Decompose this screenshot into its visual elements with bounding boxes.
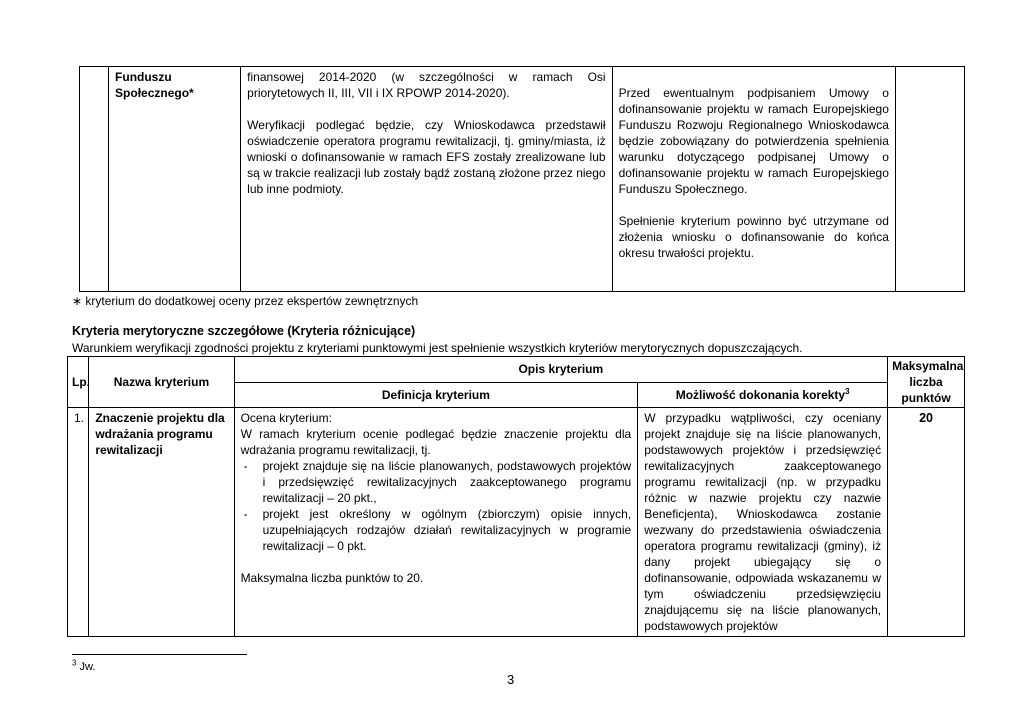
correction-paragraph: Spełnienie kryterium powinno być utrzymane od złożenia wniosku o dofinansowanie do końca okresu trwałości projektu. bbox=[618, 214, 889, 260]
header-korekta-label: Możliwość dokonania korekty bbox=[675, 387, 846, 402]
criterion-definition-cell bbox=[234, 408, 638, 637]
header-name: Nazwa kryterium bbox=[89, 357, 234, 408]
correction-paragraph: Przed ewentualnym podpisaniem Umowy o dofinansowanie projektu w ramach Europejskiego Funduszu Rozwoju Regionalnego Wnioskodawca będzie zobowiązany do potwierdzenia spełnienia warunku dotyczącego podpisanej Umowy o dofinansowanie projektu w ramach Europejskiego Funduszu Społecznego. bbox=[618, 86, 889, 196]
table-row bbox=[68, 408, 965, 637]
previous-criteria-table bbox=[79, 66, 965, 292]
definition-intro: Ocena kryterium: bbox=[240, 411, 332, 425]
criterion-name-cell: Znaczenie projektu dla wdrażania programu rewitalizacji bbox=[89, 408, 234, 637]
footnote-number: 3 bbox=[72, 658, 77, 668]
criterion-definition-cell bbox=[241, 67, 612, 292]
header-lp: Lp. bbox=[68, 357, 89, 408]
header-korekta bbox=[638, 382, 888, 408]
header-definicja: Definicja kryterium bbox=[234, 382, 638, 408]
definition-intro: W ramach kryterium ocenie podlegać będzie znaczenie projektu dla wdrażania programu rewitalizacji, tj. bbox=[240, 427, 632, 457]
lp-cell: 1. bbox=[68, 408, 89, 637]
header-row bbox=[68, 357, 965, 383]
correction-cell bbox=[612, 67, 895, 292]
footnote-separator bbox=[72, 654, 247, 655]
list-item: - projekt jest określony w ogólnym (zbiorczym) opisie innych, uzupełniających rodzajów działań rewitalizacyjnych w programie rewitalizacji – 0 pkt. bbox=[241, 506, 632, 554]
lp-cell bbox=[80, 67, 109, 292]
points-cell: 20 bbox=[888, 408, 965, 637]
header-opis: Opis kryterium bbox=[234, 357, 888, 383]
footnote bbox=[72, 658, 96, 673]
definition-paragraph: finansowej 2014-2020 (w szczególności w ramach Osi priorytetowych II, III, VII i IX RPOWP 2014-2020). bbox=[247, 70, 606, 100]
criterion-name-cell: Funduszu Społecznego* bbox=[109, 67, 241, 292]
star-footnote: ∗ kryterium do dodatkowej oceny przez ekspertów zewnętrznych bbox=[72, 294, 419, 308]
header-max-points: Maksymalna liczba punktów bbox=[888, 357, 965, 408]
footnote-text: Jw. bbox=[79, 661, 96, 673]
max-points-note: Maksymalna liczba punktów to 20. bbox=[240, 571, 424, 585]
table-row bbox=[80, 67, 965, 292]
points-cell bbox=[895, 67, 964, 292]
page-number: 3 bbox=[507, 672, 515, 687]
footnote-ref: 3 bbox=[845, 386, 850, 396]
definition-paragraph: Weryfikacji podlegać będzie, czy Wnioskodawca przedstawił oświadczenie operatora programu rewitalizacji, tj. gminy/miasta, iż wnioski o dofinansowanie w ramach EFS zostały zrealizowane lub są w trakcie realizacji lub zostały bądź zostaną złożone przez niego lub inne podmioty. bbox=[247, 118, 606, 196]
section-title: Kryteria merytoryczne szczegółowe (Kryteria różnicujące) bbox=[72, 324, 416, 338]
section-subtitle: Warunkiem weryfikacji zgodności projektu z kryteriami punktowymi jest spełnienie wszystkich kryteriów merytorycznych dopuszczających. bbox=[72, 341, 803, 355]
criteria-table bbox=[67, 356, 965, 637]
list-item: - projekt znajduje się na liście planowanych, podstawowych projektów i przedsięwzięć rewitalizacyjnych zaakceptowanego programu rewitalizacji – 20 pkt., bbox=[241, 458, 632, 506]
definition-list bbox=[241, 458, 632, 554]
correction-cell: W przypadku wątpliwości, czy oceniany projekt znajduje się na liście planowanych, podstawowych projektów i przedsięwzięć rewitalizacyjnych zaakceptowanego programu rewitalizacji (np. w przypadku różnic w nazwie projektu czy nazwie Beneficjenta), Wnioskodawca zostanie wezwany do przedstawienia oświadczenia operatora programu rewitalizacji (gminy), iż dany projekt ubiegający się o dofinansowanie, odpowiada wskazanemu w tym oświadczeniu przedsięwzięciu znajdującemu się na liście planowanych, podstawowych projektów bbox=[638, 408, 888, 637]
